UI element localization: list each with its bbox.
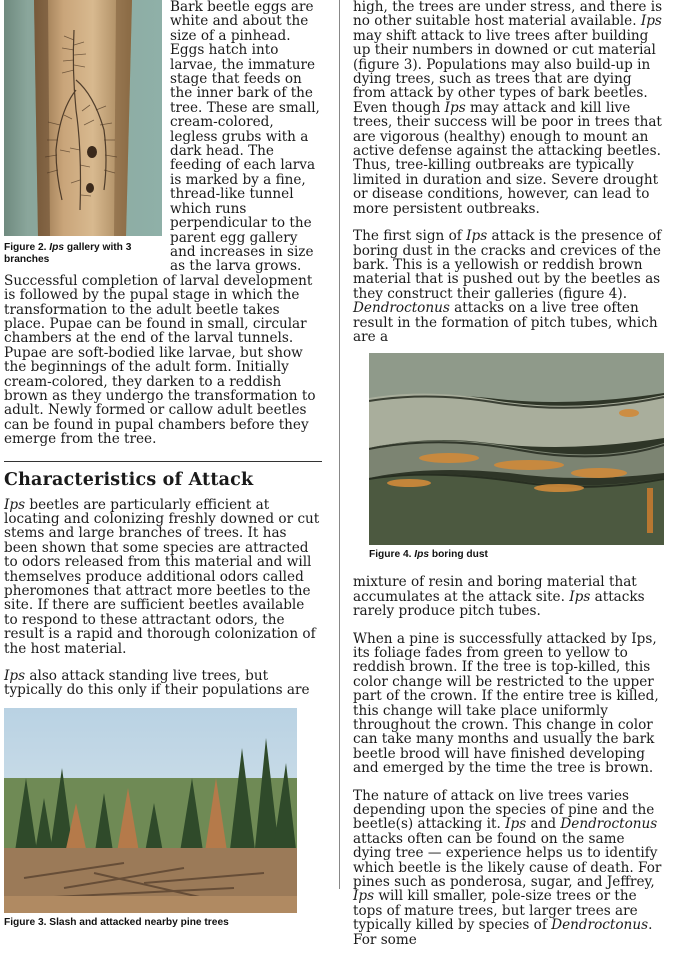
caption-text: Figure 4.: [369, 549, 415, 561]
paragraph-foliage: When a pine is successfully attacked by Ips, its foliage fades from green to yellow to reddish brown. If the tree is top-killed, this color change will be restricted to the upper part of the crown. If the entire tree is killed, this change will take place uniformly throughout the crown. This change in color can take many months and usually the bark beetle brood will have finished developing and emerged by the time the tree is brown.: [353, 630, 659, 777]
paragraph-standing-trees: [4, 669, 322, 698]
caption-text: gallery with 3 branches: [4, 242, 132, 265]
caption-text: Figure 2.: [4, 242, 50, 253]
italic-genus: Ips: [466, 228, 488, 245]
figure-4-photo: [369, 353, 664, 545]
figure-2-caption: [4, 242, 162, 266]
italic-genus: Ips: [505, 816, 527, 833]
paragraph-text: mixture of resin and boring material that accumulates at the attack site.: [353, 574, 637, 605]
paragraph-text: beetles are particularly efficient at locating and colonizing freshly downed or cut stems and large branches of trees. It has been shown that some species are attracted to odors released from this material and will themselves produce additional odors called pheromones that attract more beetles to the site. If there are sufficient beetles available to respond to these attractant odors, the result is a rapid and thorough colonization of the host material.: [4, 496, 320, 657]
italic-genus: Ips: [569, 588, 591, 605]
paragraph-text: . For some: [353, 917, 653, 948]
figure-2-photo: [4, 0, 162, 236]
figure-3-photo: [4, 708, 297, 913]
paragraph-text: attack is the presence of boring dust in the cracks and crevices of the bark. This is a yellowish or reddish brown material that is pushed out by the beetles as they construct their galleries (figure 4).: [353, 228, 662, 302]
paragraph-shift-attack: [353, 0, 666, 216]
paragraph-text: attacks on a live tree often result in the formation of pitch tubes, which are a: [353, 300, 658, 345]
italic-genus: Dendroctonus: [353, 300, 450, 317]
caption-text: boring dust: [429, 549, 488, 561]
italic-genus: Ips: [4, 668, 26, 685]
paragraph-text: may shift attack to live trees after building up their numbers in downed or cut material (figure 3). Populations may also build-up in dying trees, such as trees that are dying from attack by other types of bark beetles. Even though: [353, 27, 656, 116]
italic-genus: Ips: [4, 496, 26, 513]
paragraph-text: The nature of attack on live trees varies depending upon the species of pine and the beetle(s) attacking it.: [353, 787, 655, 833]
paragraph-text: may attack and kill live trees, their success will be poor in trees that are vigorous (healthy) enough to mount an active defense against the attacking beetles. Thus, tree-killing outbreaks are typically limited in duration and size. Severe drought or disease conditions, however, can lead to more persistent outbreaks.: [353, 99, 662, 217]
left-column: [4, 0, 322, 929]
paragraph-text: attacks often can be found on the same dying tree — experience helps us to identify which beetle is the likely cause of death. For pines such as ponderosa, sugar, and Jeffrey,: [353, 830, 662, 891]
paragraph-nature-of-attack: [353, 789, 666, 947]
italic-genus: Ips: [640, 13, 662, 30]
paragraph-text: will kill smaller, pole-size trees or the tops of mature trees, but larger trees are typically killed by species of: [353, 888, 638, 934]
figure-4-caption: [369, 549, 666, 561]
caption-italic: Ips: [414, 549, 430, 561]
figure-3-caption: Figure 3. Slash and attacked nearby pine trees: [4, 916, 229, 928]
paragraph-eggs: Bark beetle eggs are white and about the size of a pinhead. Eggs hatch into larvae, the immature stage that feeds on the inner bark of the tree. These are small, cream-colored, legless grubs with a dark head. The feeding of each larva is marked by a fine, thread-like tunnel which runs perpendicular to the parent egg gallery and increases in size as the larva grows. Successful completion of larval development is followed by the pupal stage in which the transformation to the adult beetle takes place. Pupae can be found in small, circular chambers at the end of the larval tunnels. Pupae are soft-bodied like larvae, but show the beginnings of the adult form. Initially cream-colored, they darken to a reddish brown as they undergo the transformation to adult. Newly formed or callow adult beetles can be found in pupal chambers before they emerge from the tree.: [4, 0, 320, 448]
section-rule: [4, 461, 322, 462]
paragraph-text: attacks rarely produce pitch tubes.: [353, 588, 645, 620]
column-divider: [339, 0, 340, 889]
italic-genus: Dendroctonus: [551, 917, 649, 934]
paragraph-text: and: [526, 816, 561, 833]
paragraph-pitch-tubes: [353, 575, 666, 618]
figure-3: [4, 708, 322, 929]
paragraph-text: also attack standing live trees, but typically do this only if their populations are: [4, 668, 310, 699]
italic-genus: Ips: [444, 99, 466, 116]
right-column: [353, 0, 666, 960]
paragraph-colonizing: [4, 498, 322, 656]
section-heading: Characteristics of Attack: [4, 469, 254, 490]
paragraph-first-sign: [353, 229, 666, 344]
paragraph-text: high, the trees are under stress, and there is no other suitable host material available.: [353, 0, 663, 30]
italic-genus: Ips: [353, 888, 375, 905]
paragraph-text: The first sign of: [353, 228, 467, 245]
figure-2: [4, 0, 162, 266]
caption-italic: Ips: [49, 242, 65, 253]
figure-4: [369, 353, 666, 561]
italic-genus: Dendroctonus: [560, 816, 658, 833]
